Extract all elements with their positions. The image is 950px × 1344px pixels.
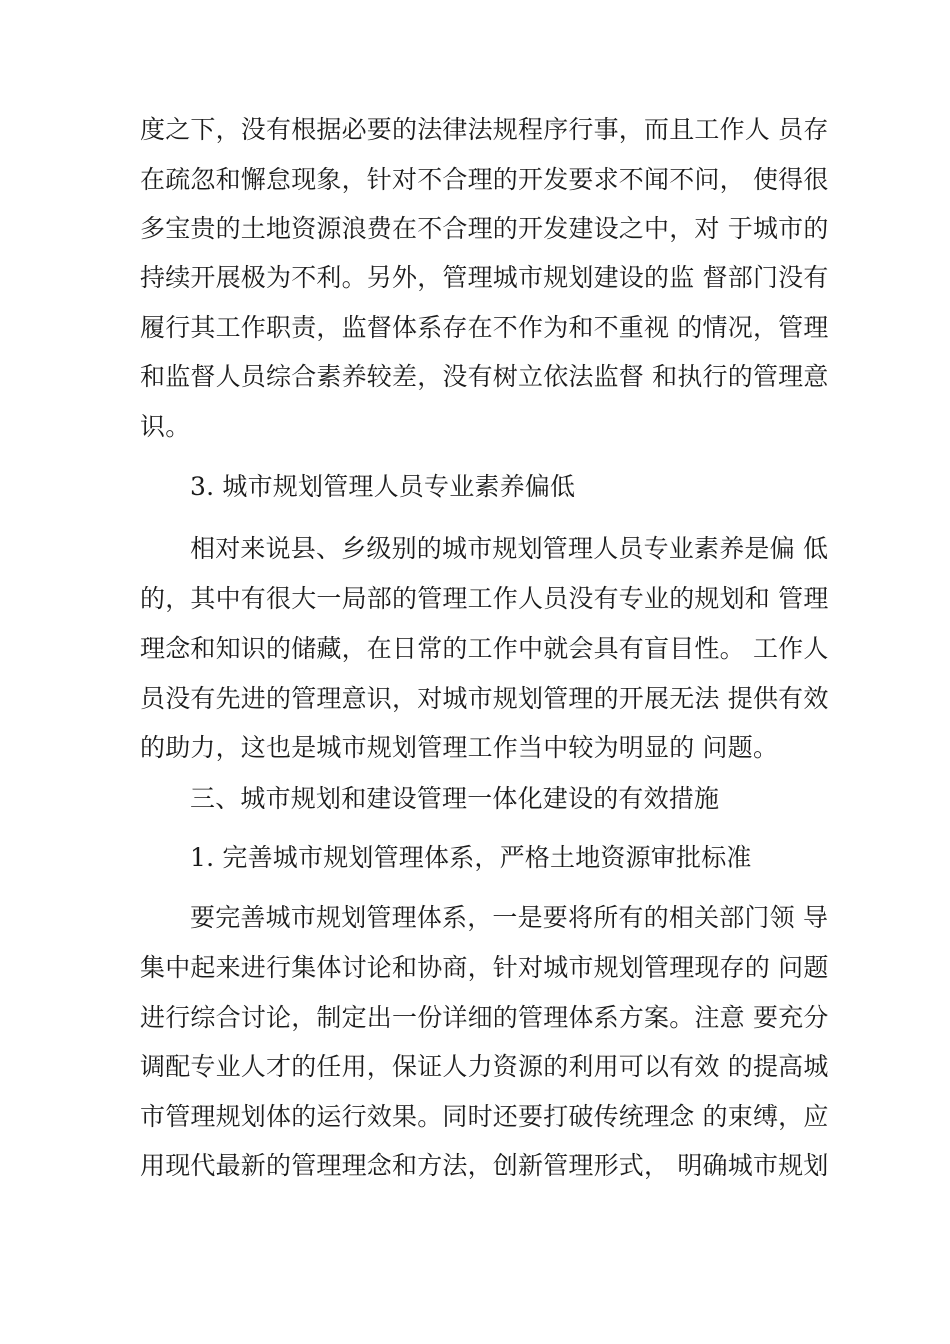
para3-line-2: 集中起来进行集体讨论和协商，针对城市规划管理现存的 问题: [140, 953, 829, 982]
para1-line-5: 履行其工作职责，监督体系存在不作为和不重视 的情况，管理: [140, 313, 829, 342]
subheading-1: 1. 完善城市规划管理体系，严格土地资源审批标准: [190, 843, 752, 872]
subheading-3: 3. 城市规划管理人员专业素养偏低: [190, 472, 576, 501]
para1-line-2: 在疏忽和懈怠现象，针对不合理的开发要求不闻不问， 使得很: [140, 165, 829, 194]
para1-line-4: 持续开展极为不利。另外，管理城市规划建设的监 督部门没有: [140, 263, 829, 292]
para1-line-7: 识。: [140, 412, 191, 441]
para1-line-6: 和监督人员综合素养较差，没有树立依法监督 和执行的管理意: [140, 362, 829, 391]
para2-line-2: 的，其中有很大一局部的管理工作人员没有专业的规划和 管理: [140, 584, 829, 613]
para3-line-3: 进行综合讨论，制定出一份详细的管理体系方案。注意 要充分: [140, 1003, 829, 1032]
para2-line-4: 员没有先进的管理意识，对城市规划管理的开展无法 提供有效: [140, 684, 829, 713]
para1-line-3: 多宝贵的土地资源浪费在不合理的开发建设之中，对 于城市的: [140, 214, 829, 243]
para3-line-5: 市管理规划体的运行效果。同时还要打破传统理念 的束缚，应: [140, 1102, 829, 1131]
para3-line-4: 调配专业人才的任用，保证人力资源的利用可以有效 的提高城: [140, 1052, 829, 1081]
para2-line-1: 相对来说县、乡级别的城市规划管理人员专业素养是偏 低: [190, 534, 829, 563]
section-title: 三、城市规划和建设管理一体化建设的有效措施: [190, 784, 720, 813]
para1-line-1: 度之下，没有根据必要的法律法规程序行事，而且工作人 员存: [140, 115, 829, 144]
para2-line-3: 理念和知识的储藏，在日常的工作中就会具有盲目性。 工作人: [140, 634, 829, 663]
para3-line-6: 用现代最新的管理理念和方法，创新管理形式， 明确城市规划: [140, 1151, 829, 1180]
para2-line-5: 的助力，这也是城市规划管理工作当中较为明显的 问题。: [140, 733, 779, 762]
para3-line-1: 要完善城市规划管理体系，一是要将所有的相关部门领 导: [190, 903, 829, 932]
